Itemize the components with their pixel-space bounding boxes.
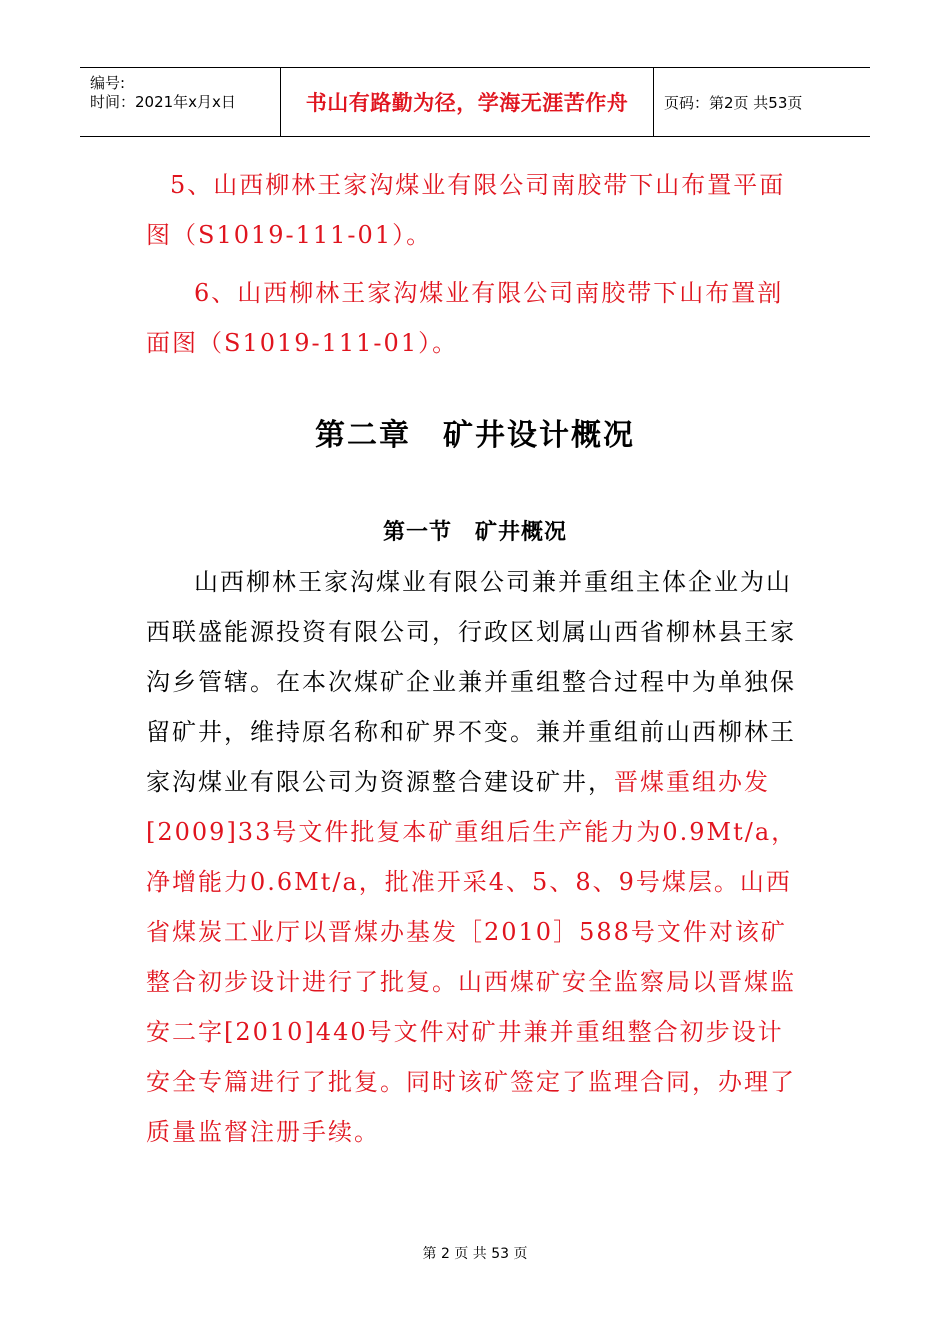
list-item: 6、山西柳林王家沟煤业有限公司南胶带下山布置剖面图（S1019-111-01）。: [146, 279, 784, 357]
page-footer: 第 2 页 共 53 页: [422, 1246, 528, 1262]
header-meta: [80, 68, 280, 136]
list-item: 5、山西柳林王家沟煤业有限公司南胶带下山布置平面图（S1019-111-01）。: [146, 171, 786, 249]
document-number-label: 编号:: [90, 74, 126, 92]
reference-list: [146, 160, 808, 368]
header-page-info: 页码：第2页 共53页: [664, 93, 803, 112]
page-header: [80, 67, 870, 137]
header-motto: 书山有路勤为径，学海无涯苦作舟: [280, 68, 654, 136]
section-title: 第一节 矿井概况: [382, 519, 567, 545]
paragraph-black-text: 山西柳林王家沟煤业有限公司兼并重组主体企业为山西联盛能源投资有限公司，行政区划属山西省柳林县王家沟乡管辖。在本次煤矿企业兼并重组整合过程中为单独保留矿井，维持原名称和矿界不变。兼并重组前山西柳林王家沟煤业有限公司为资源整合建设矿井，: [146, 568, 796, 796]
document-time-label: 时间：2021年x月x日: [90, 93, 236, 111]
body-paragraph: [146, 557, 808, 1157]
paragraph-text: [146, 557, 808, 1157]
paragraph-red-text: 晋煤重组办发[2009]33号文件批复本矿重组后生产能力为0.9Mt/a，净增能力0.6Mt/a，批准开采4、5、8、9号煤层。山西省煤炭工业厅以晋煤办基发［2010］588号文件对该矿整合初步设计进行了批复。山西煤矿安全监察局以晋煤监安二字[2010]440号文件对矿井兼并重组整合初步设计安全专篇进行了批复。同时该矿签定了监理合同，办理了质量监督注册手续。: [146, 768, 798, 1146]
chapter-title: 第二章 矿井设计概况: [315, 418, 635, 453]
